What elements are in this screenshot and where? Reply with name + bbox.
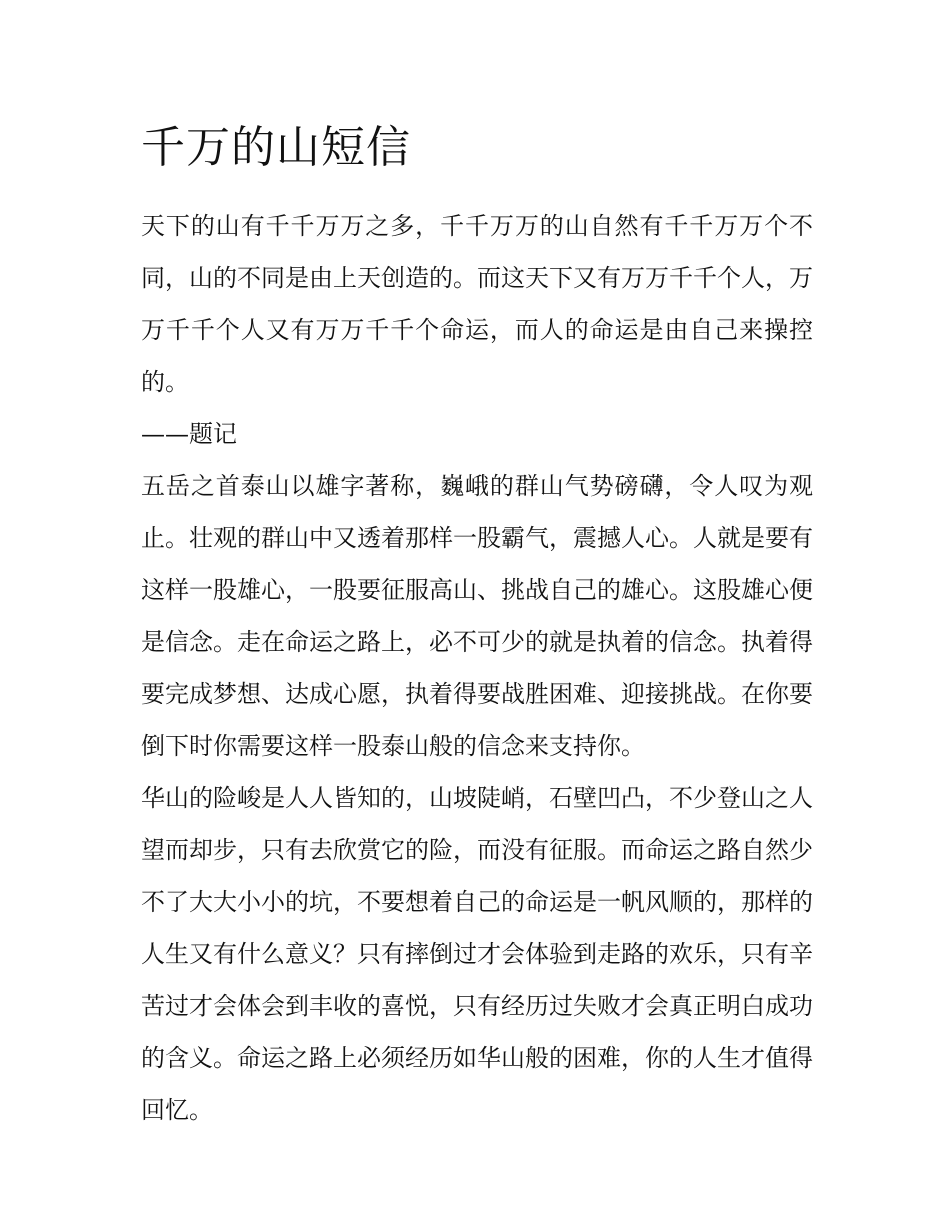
paragraph-intro: 天下的山有千千万万之多，千千万万的山自然有千千万万个不同，山的不同是由上天创造的。而这天下又有万万千千个人，万万千千个人又有万万千千个命运，而人的命运是由自己来操控的。	[141, 212, 813, 396]
document-title: 千万的山短信	[141, 122, 411, 173]
document-page	[141, 120, 813, 1136]
paragraph-taishan: 五岳之首泰山以雄字著称，巍峨的群山气势磅礴，令人叹为观止。壮观的群山中又透着那样一股霸气，震撼人心。人就是要有这样一股雄心，一股要征服高山、挑战自己的雄心。这股雄心便是信念。走在命运之路上，必不可少的就是执着的信念。执着得要完成梦想、达成心愿，执着得要战胜困难、迎接挑战。在你要倒下时你需要这样一股泰山般的信念来支持你。	[141, 472, 813, 760]
paragraph-huashan: 华山的险峻是人人皆知的，山坡陡峭，石壁凹凸，不少登山之人望而却步，只有去欣赏它的险，而没有征服。而命运之路自然少不了大大小小的坑，不要想着自己的命运是一帆风顺的，那样的人生又有什么意义？只有摔倒过才会体验到走路的欢乐，只有辛苦过才会体会到丰收的喜悦，只有经历过失败才会真正明白成功的含义。命运之路上必须经历如华山般的困难，你的人生才值得回忆。	[141, 784, 813, 1124]
paragraph-epigraph: ——题记	[141, 420, 237, 448]
